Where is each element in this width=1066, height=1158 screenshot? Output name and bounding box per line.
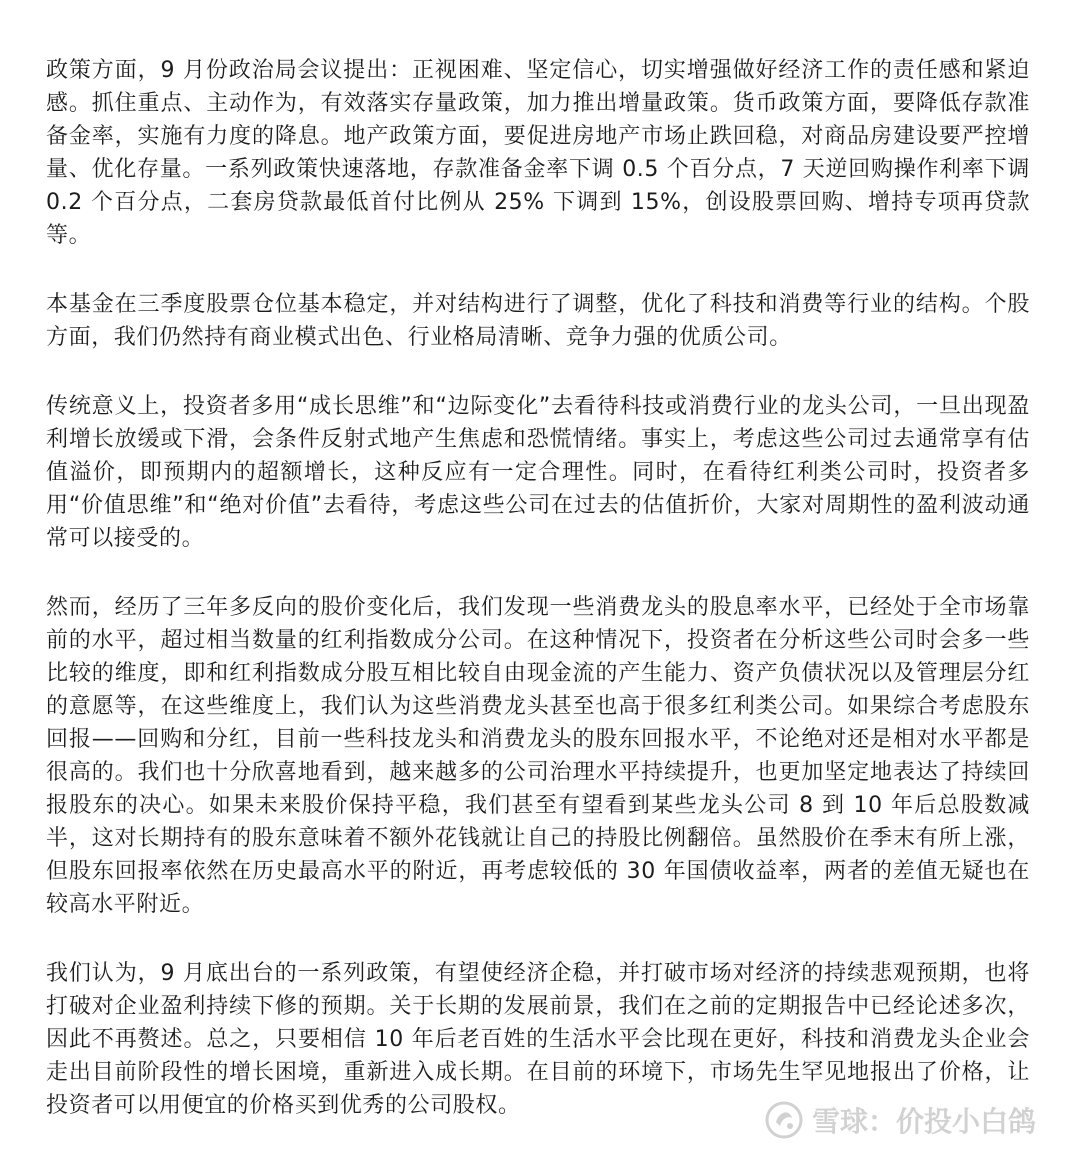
paragraph-fund-position: 本基金在三季度股票仓位基本稳定，并对结构进行了调整，优化了科技和消费等行业的结构。个股方面，我们仍然持有商业模式出色、行业格局清晰、竞争力强的优质公司。 xyxy=(46,292,1030,350)
paragraph-outlook: 我们认为，9 月底出台的一系列政策，有望使经济企稳，并打破市场对经济的持续悲观预期，也将打破对企业盈利持续下修的预期。关于长期的发展前景，我们在之前的定期报告中已经论述多次，因此不再赘述。总之，只要相信 10 年后老百姓的生活水平会比现在更好，科技和消费龙头企业会走出目前阶段性的增长困境，重新进入成长期。在目前的环境下，市场先生罕见地报出了价格，让投资者可以用便宜的价格买到优秀的公司股权。 xyxy=(46,961,1030,1118)
paragraph-policy: 政策方面，9 月份政治局会议提出：正视困难、坚定信心，切实增强做好经济工作的责任感和紧迫感。抓住重点、主动作为，有效落实存量政策，加力推出增量政策。货币政策方面，要降低存款准备金率，实施有力度的降息。地产政策方面，要促进房地产市场止跌回稳，对商品房建设要严控增量、优化存量。一系列政策快速落地，存款准备金率下调 0.5 个百分点，7 天逆回购操作利率下调 0.2 个百分点，二套房贷款最低首付比例从 25% 下调到 15%，创设股票回购、增持专项再贷款等。 xyxy=(46,58,1030,248)
paragraph-traditional-view: 传统意义上，投资者多用“成长思维”和“边际变化”去看待科技或消费行业的龙头公司，一旦出现盈利增长放缓或下滑，会条件反射式地产生焦虑和恐慌情绪。事实上，考虑这些公司过去通常享有估值溢价，即预期内的超额增长，这种反应有一定合理性。同时，在看待红利类公司时，投资者多用“价值思维”和“绝对价值”去看待，考虑这些公司在过去的估值折价，大家对周期性的盈利波动通常可以接受的。 xyxy=(46,394,1030,551)
watermark xyxy=(764,1100,1036,1140)
snowball-logo-icon xyxy=(764,1100,804,1140)
paragraph-shareholder-return: 然而，经历了三年多反向的股价变化后，我们发现一些消费龙头的股息率水平，已经处于全市场靠前的水平，超过相当数量的红利指数成分公司。在这种情况下，投资者在分析这些公司时会多一些比较的维度，即和红利指数成分股互相比较自由现金流的产生能力、资产负债状况以及管理层分红的意愿等，在这些维度上，我们认为这些消费龙头甚至也高于很多红利类公司。如果综合考虑股东回报——回购和分红，目前一些科技龙头和消费龙头的股东回报水平，不论绝对还是相对水平都是很高的。我们也十分欣喜地看到，越来越多的公司治理水平持续提升，也更加坚定地表达了持续回报股东的决心。如果未来股价保持平稳，我们甚至有望看到某些龙头公司 8 到 10 年后总股数减半，这对长期持有的股东意味着不额外花钱就让自己的持股比例翻倍。虽然股价在季末有所上涨，但股东回报率依然在历史最高水平的附近，再考虑较低的 30 年国债收益率，两者的差值无疑也在较高水平附近。 xyxy=(46,595,1030,917)
document-body xyxy=(46,54,1030,1158)
watermark-text: 雪球：价投小白鸽 xyxy=(811,1105,1036,1138)
